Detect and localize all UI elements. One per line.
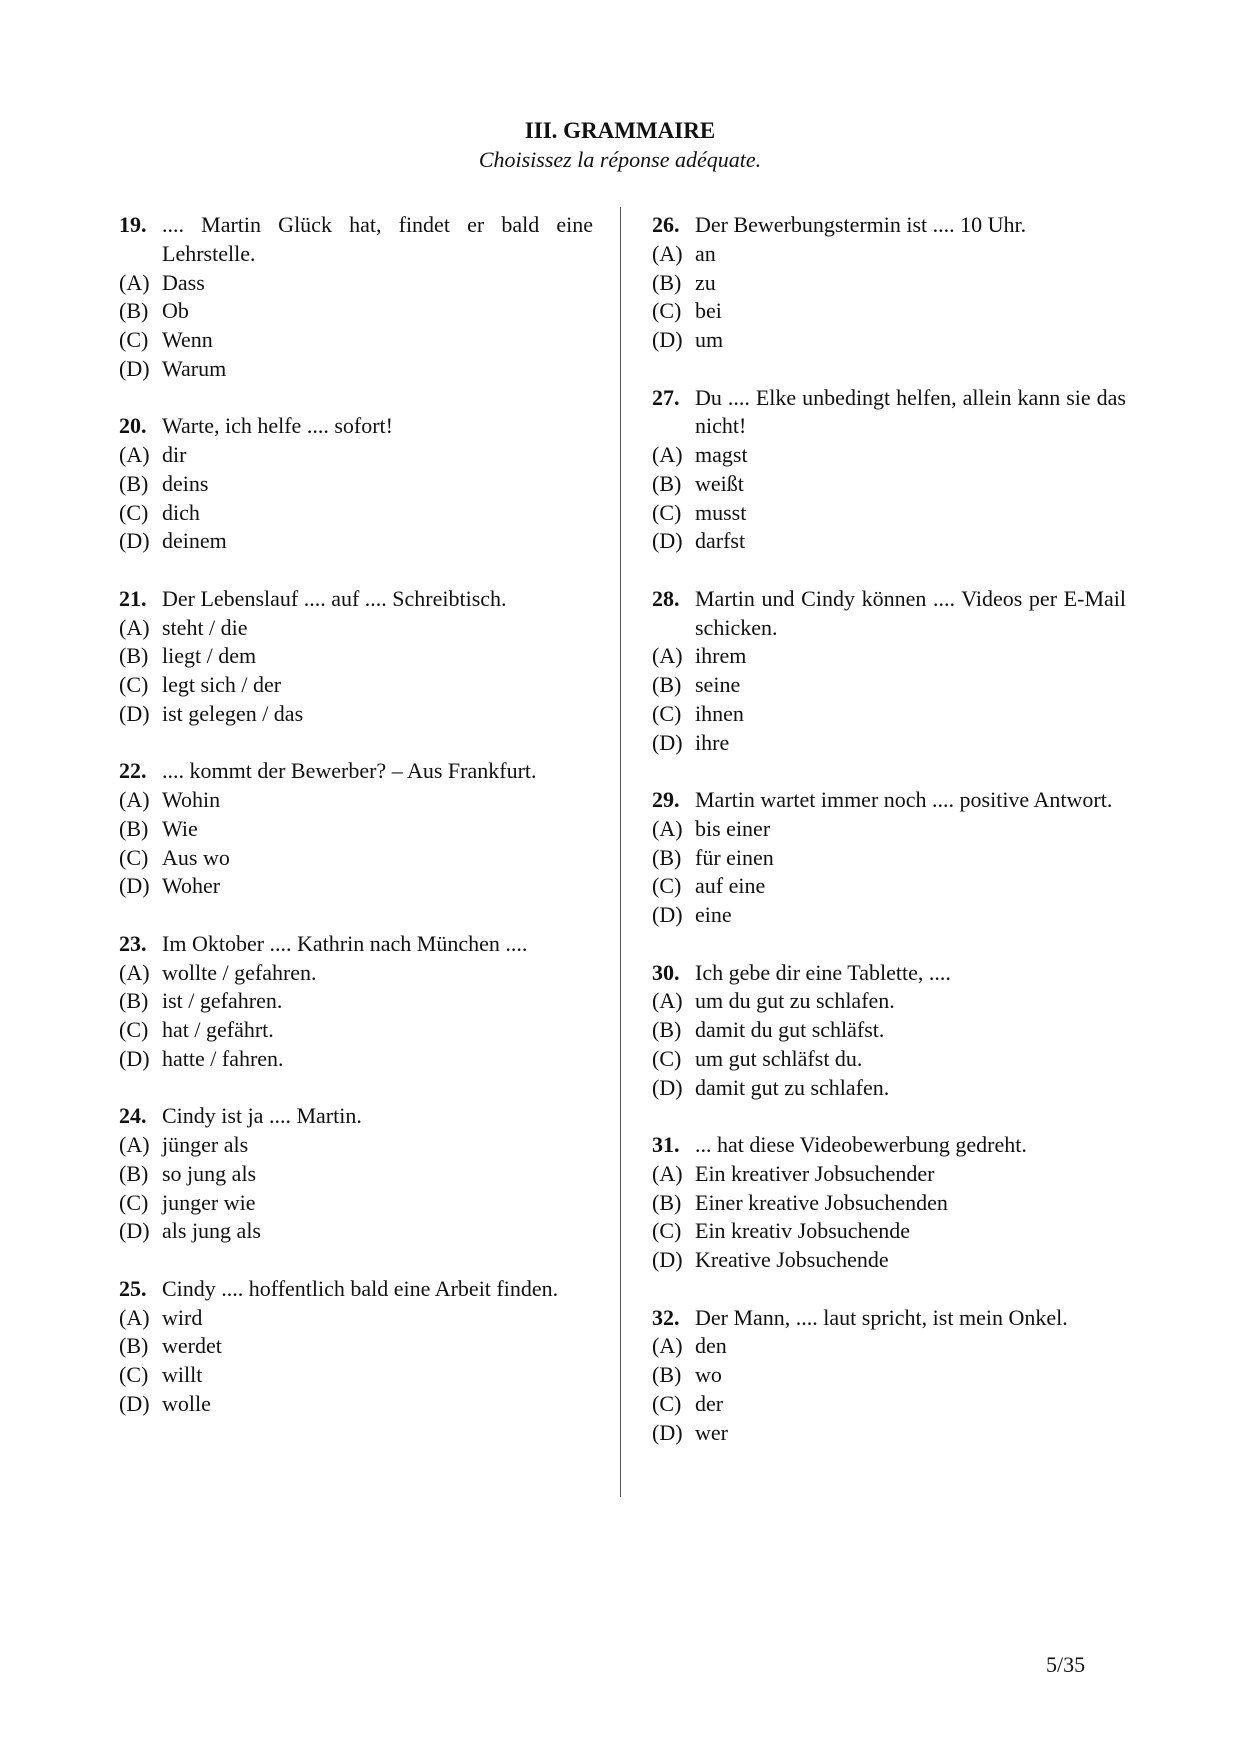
option-text: dich (162, 499, 200, 525)
question-text: Martin wartet immer noch .... positive Antwort. (695, 787, 1113, 812)
option-letter: (D) (119, 355, 150, 381)
answer-option[interactable] (119, 815, 593, 844)
answer-option[interactable] (119, 844, 593, 873)
question-text: .... Martin Glück hat, findet er bald eine Lehrstelle. (162, 212, 593, 266)
option-text: ihrem (695, 643, 747, 669)
option-letter: (D) (652, 1074, 683, 1100)
question-stem (119, 757, 593, 786)
option-letter: (B) (119, 470, 149, 496)
answer-option[interactable] (119, 470, 593, 499)
option-letter: (C) (119, 844, 149, 870)
question (652, 1304, 1126, 1448)
option-text: wolle (162, 1390, 211, 1416)
answer-option[interactable] (652, 527, 1126, 556)
question-text: Cindy ist ja .... Martin. (162, 1103, 362, 1129)
option-letter: (D) (119, 700, 150, 726)
question (652, 211, 1126, 355)
option-text: magst (695, 442, 748, 467)
answer-option[interactable] (119, 1332, 593, 1361)
option-letter: (C) (119, 1362, 149, 1387)
question-stem (119, 1275, 593, 1304)
option-text: deinem (162, 528, 227, 554)
answer-option[interactable] (652, 1419, 1126, 1448)
question-stem (119, 1102, 593, 1131)
answer-option[interactable] (119, 1390, 593, 1419)
question-stem (652, 384, 1126, 442)
answer-option[interactable] (119, 1361, 593, 1390)
question-stem (119, 211, 593, 269)
question (119, 757, 593, 901)
answer-option[interactable] (652, 269, 1126, 298)
question-text: Warte, ich helfe .... sofort! (162, 413, 393, 439)
question-number: 22. (119, 758, 147, 784)
option-text: deins (162, 470, 209, 496)
option-letter: (D) (652, 1419, 683, 1445)
question-number: 20. (119, 413, 147, 439)
option-text: wer (695, 1419, 728, 1445)
option-letter: (C) (652, 1390, 682, 1416)
answer-option[interactable] (119, 1160, 593, 1189)
answer-option[interactable] (652, 1189, 1126, 1218)
option-text: Ob (162, 298, 189, 324)
answer-option[interactable] (119, 1189, 593, 1218)
option-letter: (B) (652, 1362, 682, 1387)
answer-option[interactable] (119, 297, 593, 326)
option-letter: (A) (119, 614, 150, 640)
option-text: wird (162, 1304, 203, 1330)
answer-option[interactable] (652, 987, 1126, 1016)
question-number: 23. (119, 930, 147, 956)
question-text: Du .... Elke unbedingt helfen, allein kann sie das nicht! (695, 384, 1126, 439)
option-letter: (A) (119, 787, 150, 812)
option-letter: (A) (652, 815, 683, 841)
option-text: jünger als (162, 1132, 249, 1157)
option-letter: (A) (119, 959, 150, 985)
question-text: Cindy .... hoffentlich bald eine Arbeit finden. (162, 1275, 559, 1301)
question-stem (652, 211, 1126, 240)
option-text: Woher (162, 873, 221, 899)
option-letter: (D) (652, 729, 683, 755)
answer-option[interactable] (652, 326, 1126, 355)
option-text: um gut schläfst du. (695, 1045, 863, 1071)
option-letter: (D) (119, 873, 150, 899)
option-letter: (C) (119, 327, 149, 352)
option-text: um du gut zu schlafen. (695, 988, 895, 1014)
option-text: Aus wo (162, 844, 230, 870)
option-letter: (D) (652, 528, 683, 554)
option-text: Wie (162, 815, 198, 841)
question-text: Der Bewerbungstermin ist .... 10 Uhr. (695, 212, 1027, 237)
question-text: Ich gebe dir eine Tablette, .... (695, 959, 951, 985)
question (652, 585, 1126, 758)
answer-option[interactable] (652, 470, 1126, 499)
option-letter: (C) (119, 672, 149, 697)
option-letter: (C) (119, 1017, 149, 1042)
option-text: steht / die (162, 614, 248, 640)
option-text: Ein kreativer Jobsuchender (695, 1160, 935, 1186)
option-text: an (695, 240, 716, 266)
option-letter: (C) (119, 499, 149, 525)
option-text: werdet (162, 1333, 222, 1359)
question-text: Der Mann, .... laut spricht, ist mein Onkel. (695, 1304, 1068, 1330)
question-stem (119, 585, 593, 614)
question-number: 25. (119, 1275, 147, 1301)
answer-option[interactable] (652, 642, 1126, 671)
option-letter: (D) (652, 902, 683, 927)
question (119, 211, 593, 384)
answer-option[interactable] (119, 671, 593, 700)
option-text: den (695, 1333, 727, 1359)
option-text: liegt / dem (162, 643, 257, 669)
option-letter: (A) (119, 1304, 150, 1330)
option-letter: (A) (652, 1160, 683, 1186)
option-text: auf eine (695, 873, 766, 899)
option-text: ihnen (695, 700, 744, 726)
answer-option[interactable] (652, 729, 1126, 758)
answer-option[interactable] (119, 441, 593, 470)
option-text: dir (162, 442, 187, 467)
question (652, 384, 1126, 557)
option-letter: (B) (652, 470, 682, 496)
answer-option[interactable] (652, 700, 1126, 729)
question-number: 31. (652, 1132, 680, 1157)
answer-option[interactable] (652, 240, 1126, 269)
option-text: Kreative Jobsuchende (695, 1247, 889, 1272)
option-text: Warum (162, 355, 227, 381)
option-letter: (B) (119, 1160, 149, 1186)
option-text: weißt (695, 470, 744, 496)
option-text: wollte / gefahren. (162, 959, 317, 985)
section-title: III. GRAMMAIRE (524, 118, 716, 143)
question-stem (119, 930, 593, 959)
option-text: für einen (695, 844, 774, 870)
option-letter: (D) (119, 1045, 150, 1071)
question-number: 24. (119, 1103, 147, 1129)
option-letter: (B) (119, 1333, 149, 1359)
option-text: bei (695, 298, 722, 324)
question-number: 27. (652, 384, 680, 410)
answer-option[interactable] (119, 872, 593, 901)
question-stem (652, 959, 1126, 988)
answer-option[interactable] (652, 844, 1126, 873)
question-stem (652, 1304, 1126, 1333)
option-text: Dass (162, 269, 205, 295)
option-letter: (D) (652, 1247, 683, 1272)
answer-option[interactable] (119, 499, 593, 528)
option-text: so jung als (162, 1160, 257, 1186)
column-divider (620, 207, 621, 1497)
option-text: ist / gefahren. (162, 988, 283, 1014)
question-text: .... kommt der Bewerber? – Aus Frankfurt. (162, 758, 537, 784)
option-letter: (C) (652, 873, 682, 899)
option-text: ihre (695, 729, 730, 755)
answer-option[interactable] (652, 297, 1126, 326)
page-number: 5/35 (1046, 1652, 1086, 1677)
answer-option[interactable] (119, 700, 593, 729)
question-stem (652, 1131, 1126, 1160)
answer-option[interactable] (652, 1246, 1126, 1275)
option-text: hat / gefährt. (162, 1017, 274, 1042)
question-stem (652, 585, 1126, 643)
answer-option[interactable] (652, 815, 1126, 844)
question-number: 26. (652, 212, 680, 237)
answer-option[interactable] (119, 1131, 593, 1160)
option-letter: (B) (119, 298, 149, 324)
option-letter: (A) (119, 269, 150, 295)
option-letter: (B) (652, 1189, 682, 1215)
question-number: 29. (652, 787, 680, 812)
option-letter: (D) (119, 528, 150, 554)
option-text: darfst (695, 528, 746, 554)
question-stem (119, 412, 593, 441)
answer-option[interactable] (652, 441, 1126, 470)
option-letter: (C) (652, 298, 682, 324)
answer-option[interactable] (652, 1045, 1126, 1074)
question-number: 21. (119, 585, 147, 611)
option-text: willt (162, 1362, 203, 1387)
answer-option[interactable] (119, 1045, 593, 1074)
answer-option[interactable] (652, 671, 1126, 700)
answer-option[interactable] (119, 786, 593, 815)
question (652, 1131, 1126, 1275)
question-text: Martin und Cindy können .... Videos per E-Mail schicken. (695, 585, 1126, 640)
option-letter: (C) (119, 1189, 149, 1215)
question-number: 32. (652, 1304, 680, 1330)
option-letter: (A) (119, 442, 150, 467)
question (652, 959, 1126, 1103)
option-text: Wenn (162, 327, 213, 352)
question-number: 30. (652, 959, 680, 985)
option-letter: (D) (652, 327, 683, 352)
answer-option[interactable] (652, 1217, 1126, 1246)
answer-option[interactable] (119, 959, 593, 988)
option-letter: (C) (652, 499, 682, 525)
answer-option[interactable] (119, 269, 593, 298)
answer-option[interactable] (119, 326, 593, 355)
answer-option[interactable] (119, 527, 593, 556)
option-letter: (B) (652, 844, 682, 870)
answer-option[interactable] (119, 1304, 593, 1333)
option-letter: (B) (119, 643, 149, 669)
option-text: Einer kreative Jobsuchenden (695, 1189, 948, 1215)
option-text: damit du gut schläfst. (695, 1017, 885, 1042)
option-letter: (B) (652, 269, 682, 295)
option-text: musst (695, 499, 747, 525)
question-number: 19. (119, 212, 147, 237)
option-text: junger wie (162, 1189, 256, 1215)
option-text: zu (695, 269, 716, 295)
question (119, 1275, 593, 1419)
option-letter: (C) (652, 1045, 682, 1071)
answer-option[interactable] (652, 1390, 1126, 1419)
question (119, 1102, 593, 1246)
answer-option[interactable] (652, 1332, 1126, 1361)
option-text: ist gelegen / das (162, 700, 304, 726)
option-text: wo (695, 1362, 722, 1387)
question (119, 412, 593, 556)
option-letter: (A) (652, 1333, 683, 1359)
answer-option[interactable] (119, 987, 593, 1016)
instruction: Choisissez la réponse adéquate. (478, 147, 762, 172)
question-text: ... hat diese Videobewerbung gedreht. (695, 1132, 1027, 1157)
option-text: bis einer (695, 815, 771, 841)
option-letter: (B) (652, 672, 682, 697)
answer-option[interactable] (119, 355, 593, 384)
answer-option[interactable] (119, 1217, 593, 1246)
option-letter: (B) (119, 815, 149, 841)
option-letter: (B) (652, 1017, 682, 1042)
right-column (652, 211, 1126, 1476)
option-letter: (D) (119, 1218, 150, 1244)
option-text: Wohin (162, 787, 221, 812)
answer-option[interactable] (652, 1160, 1126, 1189)
option-text: der (695, 1390, 724, 1416)
answer-option[interactable] (652, 1361, 1126, 1390)
option-text: hatte / fahren. (162, 1045, 284, 1071)
option-letter: (B) (119, 988, 149, 1014)
option-letter: (A) (652, 643, 683, 669)
answer-option[interactable] (119, 614, 593, 643)
answer-option[interactable] (119, 1016, 593, 1045)
option-text: Ein kreativ Jobsuchende (695, 1218, 911, 1244)
left-column (119, 211, 593, 1447)
answer-option[interactable] (119, 642, 593, 671)
option-text: eine (695, 902, 732, 927)
question-text: Im Oktober .... Kathrin nach München .... (162, 930, 528, 956)
question-text: Der Lebenslauf .... auf .... Schreibtisch. (162, 585, 507, 611)
answer-option[interactable] (652, 1016, 1126, 1045)
question (119, 585, 593, 729)
answer-option[interactable] (652, 1074, 1126, 1103)
question (652, 786, 1126, 930)
option-text: um (695, 327, 724, 352)
option-text: seine (695, 672, 741, 697)
option-letter: (A) (652, 240, 683, 266)
option-letter: (D) (119, 1390, 150, 1416)
option-text: als jung als (162, 1218, 261, 1244)
answer-option[interactable] (652, 872, 1126, 901)
option-text: legt sich / der (162, 672, 282, 697)
answer-option[interactable] (652, 901, 1126, 930)
option-letter: (C) (652, 1218, 682, 1244)
question-number: 28. (652, 585, 680, 611)
question (119, 930, 593, 1074)
option-letter: (C) (652, 700, 682, 726)
question-stem (652, 786, 1126, 815)
option-text: damit gut zu schlafen. (695, 1074, 890, 1100)
answer-option[interactable] (652, 499, 1126, 528)
option-letter: (A) (119, 1132, 150, 1157)
option-letter: (A) (652, 988, 683, 1014)
option-letter: (A) (652, 442, 683, 467)
